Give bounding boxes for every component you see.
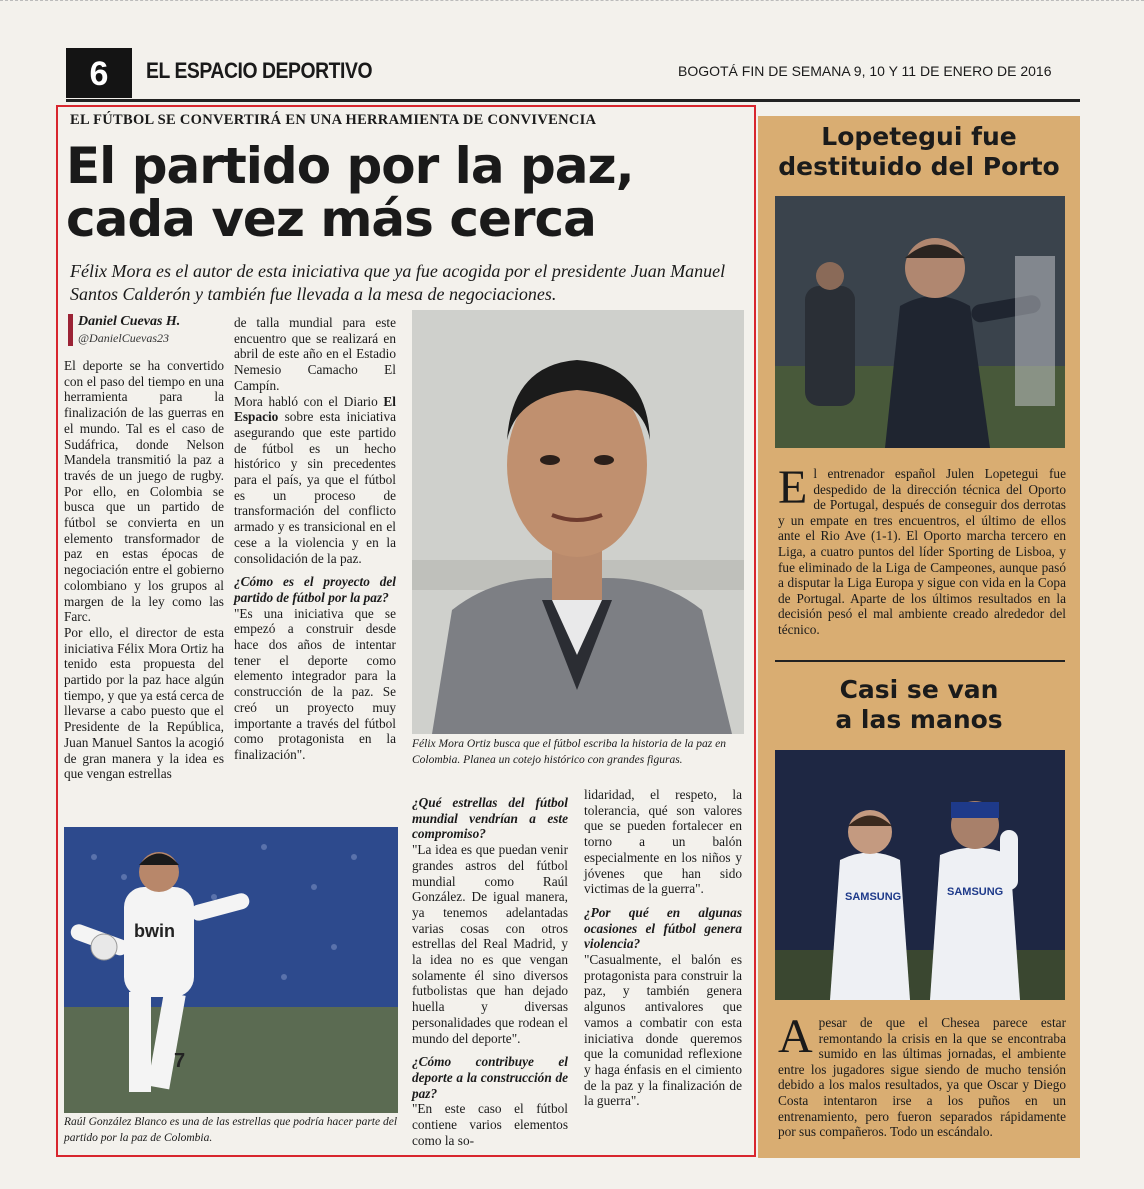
headline-line-1: El partido por la paz,: [66, 137, 634, 195]
interview-answer: "En este caso el fútbol contiene varios elementos como la so-: [412, 1101, 568, 1148]
newspaper-name: El Espacio: [234, 393, 396, 425]
article-column-3: [412, 787, 568, 1148]
interview-answer: "Casualmente, el balón es protagonista para construir la paz, y también genera algunos antivalores que vamos a combatir con esta iniciativa donde queremos que la comunidad reflexione y haga énfasis en el cimiento de la paz y la finalización de la guerra".: [584, 952, 742, 1109]
interview-question: ¿Qué estrellas del fútbol mundial vendrían a este compromiso?: [412, 795, 568, 842]
article-column-1: [64, 358, 224, 782]
author-handle: @DanielCuevas23: [78, 331, 170, 345]
photo-felix-mora: [412, 310, 744, 734]
interview-question: ¿Cómo contribuye el deporte a la construcción de paz?: [412, 1054, 568, 1101]
sidebar-story1-body: El entrenador español Julen Lopetegui fue despedido de la dirección técnica del Oporto de Portugal, después de conseguir dos derrotas y un empate en tres encuentros, el último de ellos ante el Rio Ave (1-1). El Oporto marcha tercero en Liga, a cuatro puntos del líder Sporting de Lisboa, y fue eliminado de la Liga de Campeones, aunque pasó a disputar la Liga Europa y sigue con vida en la Copa de Portugal. Aparte de los últimos resultados en la decisión pesó el mal ambiente creado alrededor del técnico.: [778, 461, 1066, 637]
interview-question: ¿Por qué en algunas ocasiones el fútbol genera violencia?: [584, 904, 742, 952]
article-kicker: EL FÚTBOL SE CONVERTIRÁ EN UNA HERRAMIENTA DE CONVIVENCIA: [70, 112, 597, 128]
dateline: BOGOTÁ FIN DE SEMANA 9, 10 Y 11 DE ENERO DE 2016: [678, 63, 1052, 79]
article-subhead: Félix Mora es el autor de esta iniciativa que ya fue acogida por el presidente Juan Manuel Santos Calderón y también fue llevada a la mesa de negociaciones.: [70, 261, 726, 305]
player-illustration: [64, 827, 398, 1133]
headline-line-2: cada vez más cerca: [66, 189, 596, 248]
interview-answer: "Es una iniciativa que se empezó a construir desde hace dos años de intentar tener el deporte como elemento integrador para la construcción de la paz. Se creó un proyecto muy importante a través del fútbol como protagonista en la finalización".: [234, 605, 396, 762]
paragraph: El deporte se ha convertido con el paso del tiempo en una herramienta para la finalización de las guerras en el mundo. Tal es el caso de Sudáfrica, donde Nelson Mandela transmitió la paz a través de un juego de rugby. Por ello, en Colombia se busca que un partido de fútbol se convierta en un elemento transformador de paz en estas épocas de negociación entre el gobierno colombiano y los grupos al margen de la ley como las Farc.: [64, 358, 224, 625]
jersey-number: 7: [174, 1050, 186, 1072]
sidebar-story1-title: Lopetegui fue destituido del Porto: [778, 122, 1060, 181]
paragraph: Mora habló con el Diario El Espacio sobre esta iniciativa asegurando que este partido de fútbol es un hecho histórico y sin precedentes para el país, ya que el fútbol es un proceso de transformación del conflicto armado y es transicional en el cese a la violencia y en la consolidación de la paz.: [234, 393, 396, 566]
drop-cap: A: [778, 1010, 813, 1063]
sidebar-story2-title: Casi se van a las manos: [835, 675, 1003, 734]
shirt-sponsor: SAMSUNG: [845, 891, 902, 903]
drop-cap: E: [778, 461, 808, 514]
shirt-sponsor: SAMSUNG: [947, 886, 1004, 898]
article-headline: [66, 137, 746, 248]
photo-raul-gonzalez: [64, 827, 398, 1133]
interview-answer: "La idea es que puedan venir grandes astros del fútbol mundial como Raúl González. De igual manera, ya tenemos adelantadas varias cosas con otros estrellas del Real Madrid, y la idea no es que vengan solamente él sino diversos futbolistas que han dejado huella y diversas personalidades que rodean el mundo del deporte".: [412, 842, 568, 1046]
photo-chelsea-players: [775, 750, 1065, 1000]
paragraph: de talla mundial para este encuentro que se realizará en abril de este año en el Estadio Nemesio Camacho El Campín.: [234, 315, 396, 393]
section-title: EL ESPACIO DEPORTIVO: [146, 58, 373, 83]
photo-lopetegui: [775, 196, 1065, 448]
photo-caption-raul: Raúl González Blanco es una de las estrellas que podría hacer parte del partido por la paz de Colombia.: [64, 1113, 398, 1146]
page-number: 6: [66, 48, 132, 98]
interview-question: ¿Cómo es el proyecto del partido de fútbol por la paz?: [234, 574, 396, 605]
header-rule: [66, 99, 1080, 102]
photo-caption-mora: Félix Mora Ortiz busca que el fútbol escriba la historia de la paz en Colombia. Planea un cotejo histórico con grandes figuras.: [412, 738, 726, 766]
byline-accent: [68, 314, 73, 346]
interview-answer: lidaridad, el respeto, la tolerancia, qué son valores que se pueden fortalecer en torno a un balón especialmente en los niños y jóvenes que han sido victimas de la guerra".: [584, 787, 742, 897]
article-column-2: [234, 315, 396, 763]
sidebar-divider: [775, 660, 1065, 662]
portrait-illustration: [412, 310, 744, 734]
author-name: Daniel Cuevas H.: [78, 314, 181, 329]
article-column-4: [584, 787, 742, 1109]
top-edge: [0, 0, 1144, 9]
sidebar-story2-body: Apesar de que el Chesea parece estar remontando la crisis en la que se encontraba sumido en las últimas jornadas, el ambiente entre los jugadores sigue siendo de mucho tensión debido a los malos resultados, ya que Oscar y Diego Costa intentaron irse a los puños en un entrenamiento, pero fueron separados rápidamente por sus compañeros. Todo un escándalo.: [778, 1010, 1066, 1140]
players-illustration: [775, 750, 1065, 1000]
paragraph: Por ello, el director de esta iniciativa Félix Mora Ortiz ha tenido esta propuesta del partido por la paz hace algún tiempo, y que ya está cerca de llevarse a cabo puesto que el Presidente de la República, Juan Manuel Santos la acogió de gran manera y la idea es que vengan estrellas: [64, 624, 224, 782]
coach-illustration: [775, 196, 1065, 448]
jersey-sponsor: bwin: [134, 921, 175, 941]
